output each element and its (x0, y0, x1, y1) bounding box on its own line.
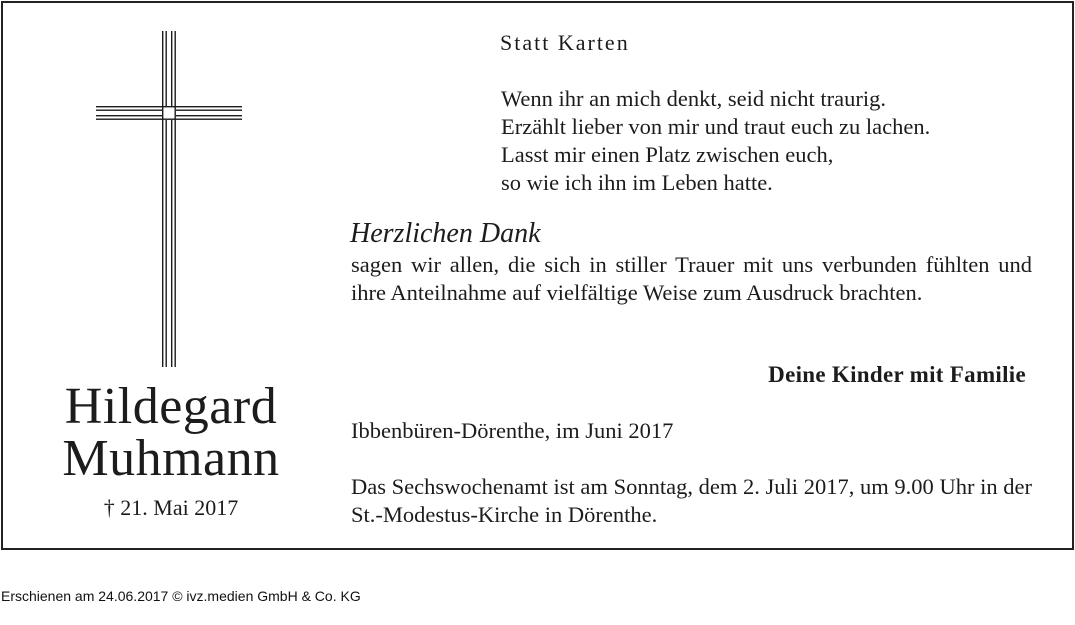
deceased-last-name: Muhmann (62, 430, 280, 487)
place-date: Ibbenbüren-Dörenthe, im Juni 2017 (351, 418, 674, 443)
mass-announcement: Das Sechswochenamt ist am Sonntag, dem 2. Juli 2017, um 9.00 Uhr in der St.-Modestus-Kirche in Dörenthe. (351, 474, 1032, 527)
thanks-text: sagen wir allen, die sich in stiller Trauer mit uns verbunden fühlten und ihre Anteilnahme auf vielfältige Weise zum Ausdruck brachten. (351, 252, 1032, 305)
poem-line: Lasst mir einen Platz zwischen euch, (501, 142, 834, 167)
poem-line: so wie ich ihn im Leben hatte. (501, 170, 773, 195)
poem-line: Wenn ihr an mich denkt, seid nicht traurig. (501, 86, 886, 111)
deceased-block (23, 378, 319, 521)
signature: Deine Kinder mit Familie (768, 362, 1026, 387)
deceased-first-name: Hildegard (64, 378, 278, 435)
statt-karten-heading: Statt Karten (500, 30, 630, 55)
death-date: † 21. Mai 2017 (103, 495, 239, 520)
obituary-notice (1, 1, 1074, 550)
poem-line: Erzählt lieber von mir und traut euch zu lachen. (501, 114, 931, 139)
publication-footer: Erschienen am 24.06.2017 © ivz.medien GmbH & Co. KG (1, 588, 361, 604)
poem (501, 85, 1061, 197)
thanks-title: Herzlichen Dank (350, 218, 541, 249)
cross-icon (96, 31, 242, 367)
